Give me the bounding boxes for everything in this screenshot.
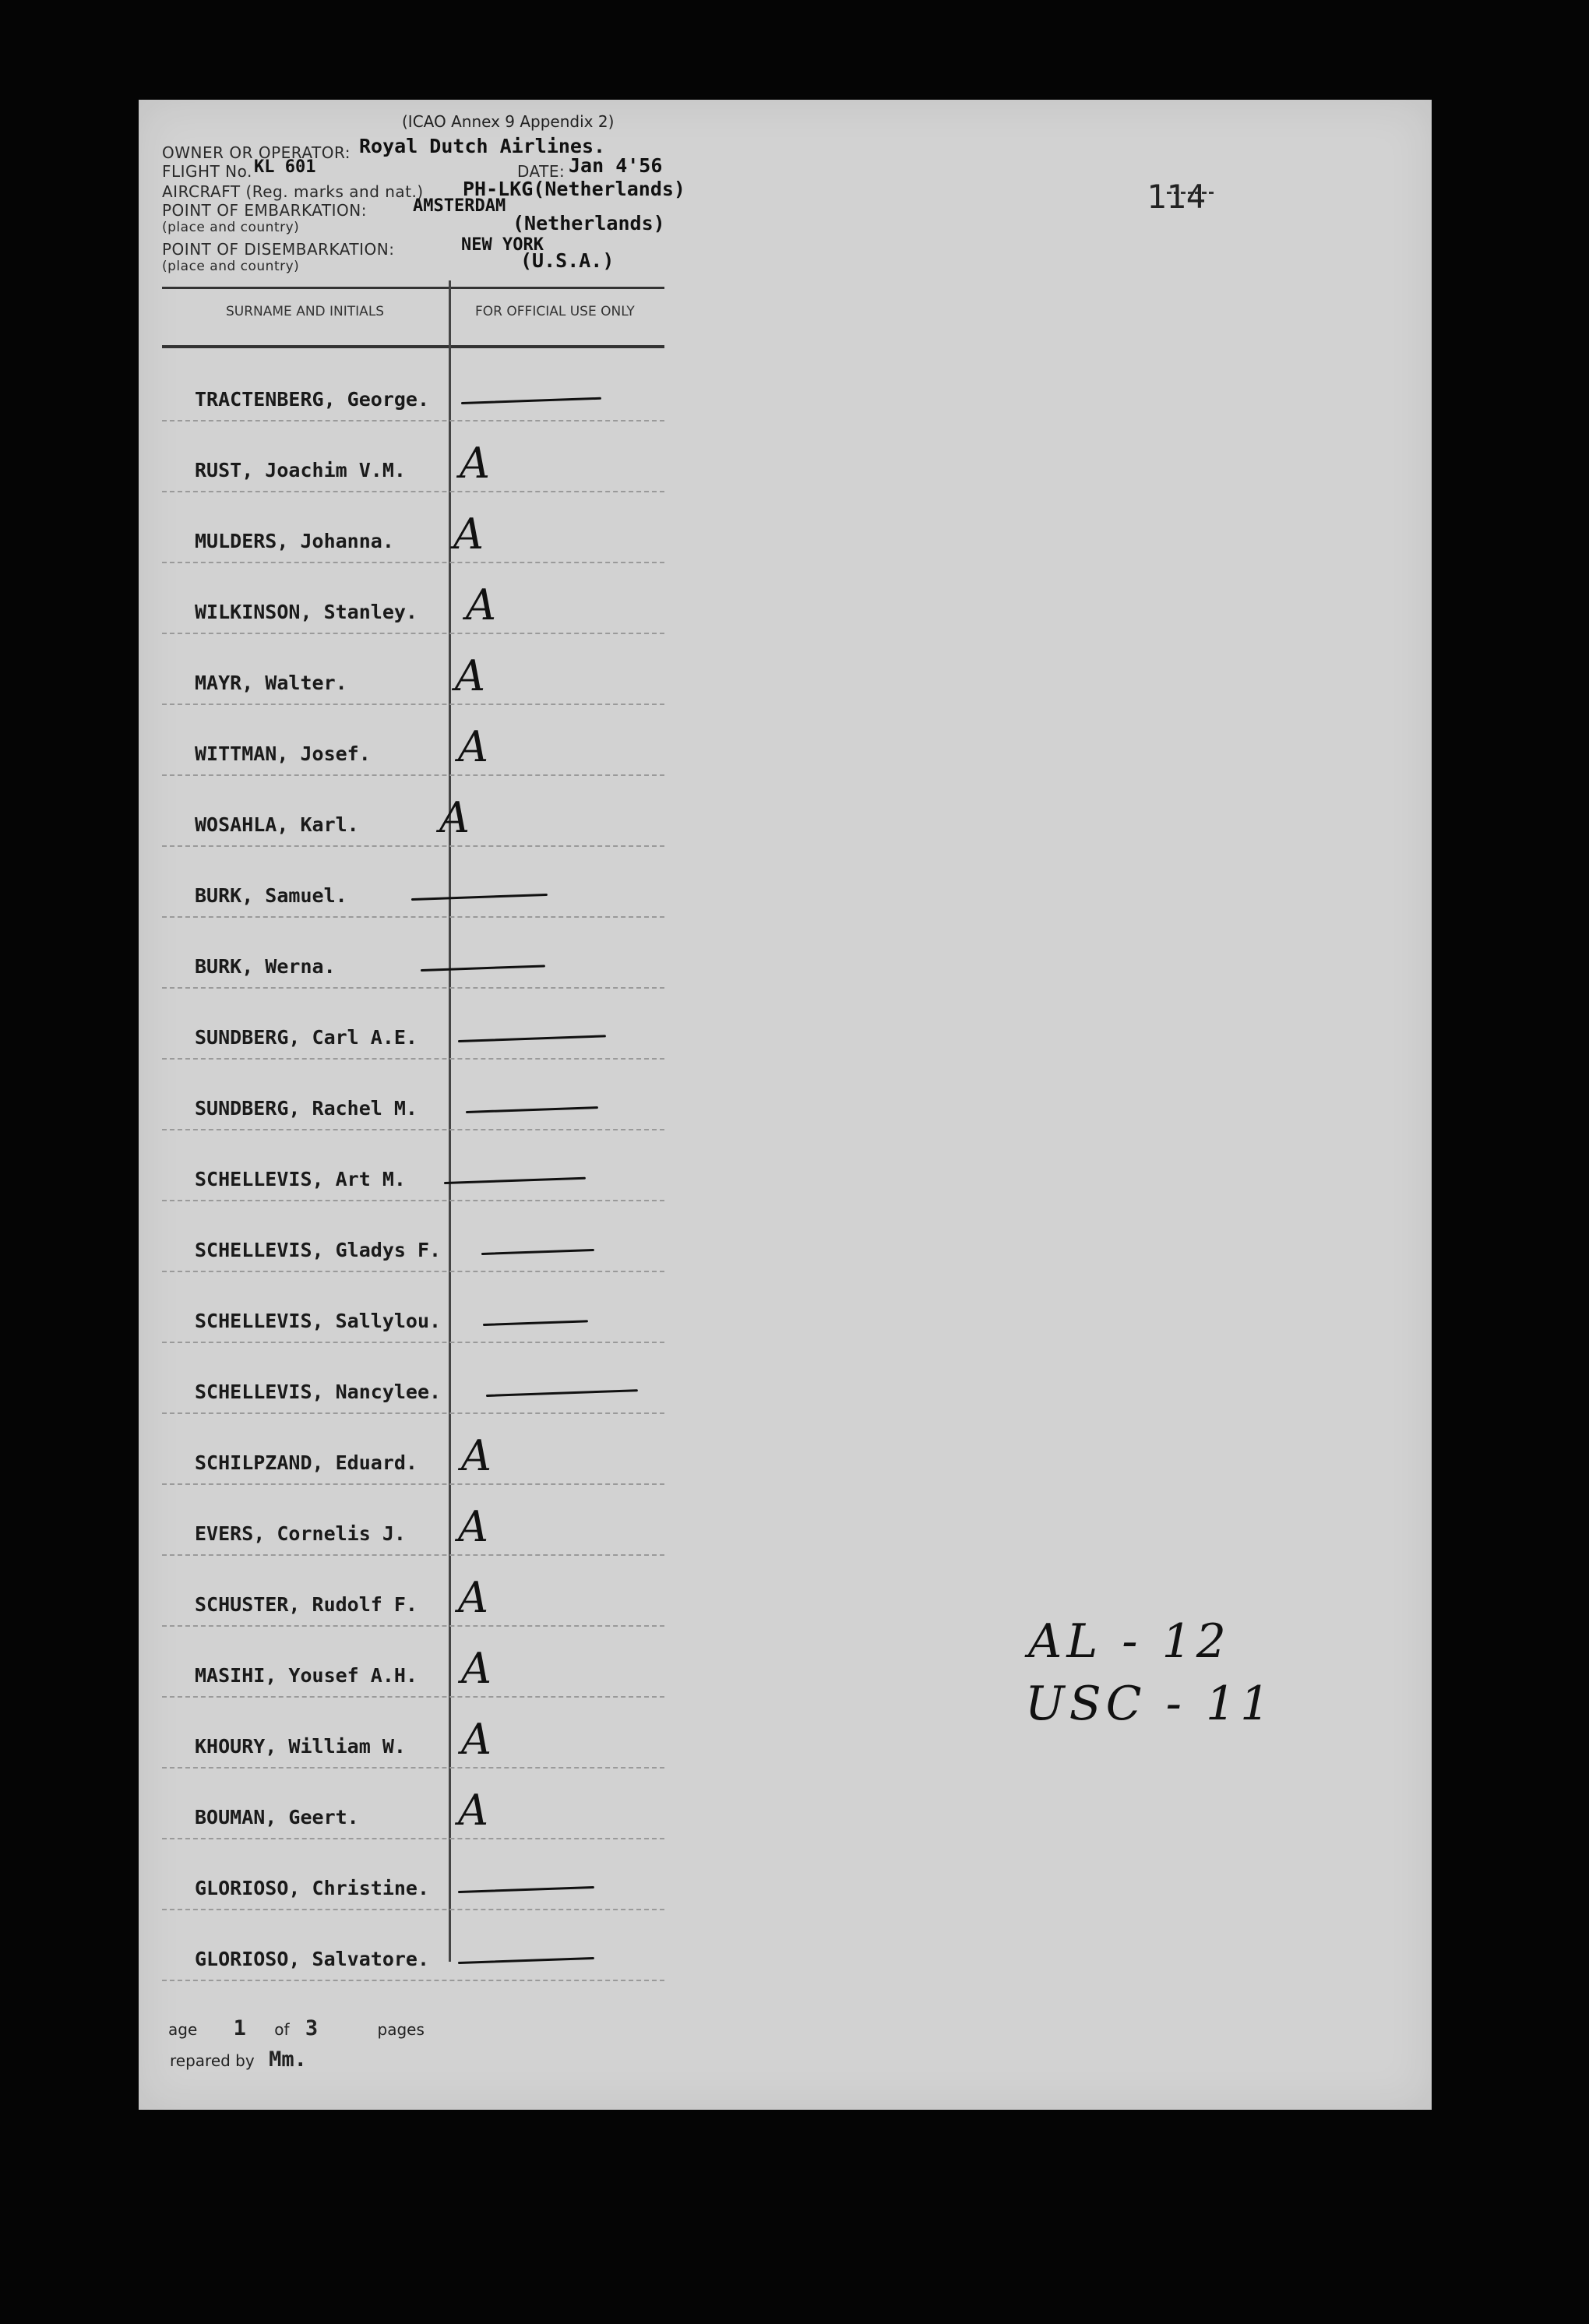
official-mark-a: A [466,580,496,629]
passenger-row [162,1838,664,1910]
page-number: 114 [1147,178,1206,216]
of-word: of [274,2020,290,2039]
official-mark-dash [421,965,545,972]
passenger-name: MULDERS, Johanna. [195,530,394,552]
official-mark-dash [483,1320,588,1326]
passenger-name: SUNDBERG, Carl A.E. [195,1026,418,1049]
passenger-name: BURK, Werna. [195,955,336,978]
date-value: Jan 4'56 [569,154,663,177]
official-mark-dash [486,1389,638,1397]
prepared-value: Mm. [269,2047,307,2072]
passenger-row [162,1129,664,1201]
passenger-name: MASIHI, Yousef A.H. [195,1664,418,1687]
passenger-row [162,633,664,705]
disembarkation-value: NEW YORK [461,235,544,255]
disembarkation-sublabel: (place and country) [162,259,300,274]
official-mark-a: A [458,722,488,771]
official-mark-dash [458,1957,594,1964]
passenger-name: BURK, Samuel. [195,884,347,907]
passenger-row [162,1554,664,1627]
aircraft-label: AIRCRAFT (Reg. marks and nat.) [162,182,424,201]
official-mark-a: A [458,1502,488,1551]
passenger-row [162,1200,664,1272]
handwritten-note-line2: USC - 11 [1025,1677,1275,1731]
official-mark-dash [458,1886,594,1893]
prepared-label: repared by [170,2051,255,2070]
prepared-by [170,2047,307,2072]
passenger-row [162,562,664,634]
embarkation-value: AMSTERDAM [413,196,506,216]
manifest-sheet [139,100,1432,2110]
embarkation-country: (Netherlands) [513,212,665,235]
official-mark-dash [481,1249,594,1255]
official-use-column-header: FOR OFFICIAL USE ONLY [475,304,635,319]
passenger-row [162,1058,664,1130]
official-mark-a: A [453,510,484,559]
passenger-row [162,916,664,989]
handwritten-note-line1: AL - 12 [1028,1614,1231,1669]
passenger-name: TRACTENBERG, George. [195,388,430,411]
official-mark-a: A [461,1431,491,1480]
passenger-row [162,704,664,776]
passenger-name: GLORIOSO, Salvatore. [195,1948,430,1970]
page-word: age [168,2020,198,2039]
passenger-name: WILKINSON, Stanley. [195,601,418,623]
flight-label: FLIGHT No. [162,162,252,181]
official-mark-dash [444,1177,586,1184]
passenger-row [162,1342,664,1414]
embarkation-sublabel: (place and country) [162,220,300,235]
official-mark-dash [458,1035,606,1042]
official-mark-dash [411,894,548,901]
official-mark-a: A [461,1715,491,1764]
owner-value: Royal Dutch Airlines. [359,135,606,157]
passenger-row [162,987,664,1060]
passenger-name: KHOURY, William W. [195,1735,406,1758]
passenger-row [162,774,664,847]
passenger-name: WOSAHLA, Karl. [195,813,359,836]
passenger-row [162,845,664,918]
passenger-name: SUNDBERG, Rachel M. [195,1097,418,1120]
passenger-row [162,1909,664,1981]
passenger-name: SCHILPZAND, Eduard. [195,1451,418,1474]
passenger-row [162,1625,664,1698]
passenger-name: MAYR, Walter. [195,672,347,694]
official-mark-a: A [461,1644,491,1693]
aircraft-value: PH-LKG(Netherlands) [463,178,685,200]
annex-reference: (ICAO Annex 9 Appendix 2) [402,112,615,131]
passenger-row [162,1412,664,1485]
official-mark-dash [461,397,601,404]
official-mark-a: A [455,651,485,700]
page-count [168,2016,425,2040]
passenger-name: SCHELLEVIS, Art M. [195,1168,406,1190]
passenger-name: GLORIOSO, Christine. [195,1877,430,1899]
official-mark-a: A [458,1573,488,1622]
flight-value: KL 601 [254,157,316,177]
passenger-row [162,1767,664,1839]
passenger-name: RUST, Joachim V.M. [195,459,406,481]
passenger-row [162,491,664,563]
official-mark-a: A [458,1786,488,1835]
disembarkation-country: (U.S.A.) [520,249,615,272]
passenger-name: SCHELLEVIS, Nancylee. [195,1381,442,1403]
passenger-name: SCHELLEVIS, Gladys F. [195,1239,442,1261]
owner-label: OWNER OR OPERATOR: [162,143,351,162]
passenger-row [162,1271,664,1343]
passenger-row [162,1696,664,1769]
official-mark-a: A [460,439,490,488]
passenger-name: SCHUSTER, Rudolf F. [195,1593,418,1616]
disembarkation-label: POINT OF DISEMBARKATION: [162,240,395,259]
passenger-name: SCHELLEVIS, Sallylou. [195,1310,442,1332]
page-total: 3 [305,2016,319,2040]
official-mark-dash [466,1106,598,1113]
passenger-name: BOUMAN, Geert. [195,1806,359,1829]
header-rule-bottom [162,345,664,348]
passenger-row [162,349,664,421]
passenger-row [162,1483,664,1556]
surname-column-header: SURNAME AND INITIALS [226,304,385,319]
embarkation-label: POINT OF EMBARKATION: [162,201,367,220]
pages-word: pages [377,2020,425,2039]
official-mark-a: A [439,793,470,842]
date-label: DATE: [517,162,565,181]
passenger-name: EVERS, Cornelis J. [195,1522,406,1545]
passenger-name: WITTMAN, Josef. [195,742,371,765]
page-num: 1 [233,2016,246,2040]
header-rule-top [162,287,664,289]
passenger-row [162,420,664,492]
